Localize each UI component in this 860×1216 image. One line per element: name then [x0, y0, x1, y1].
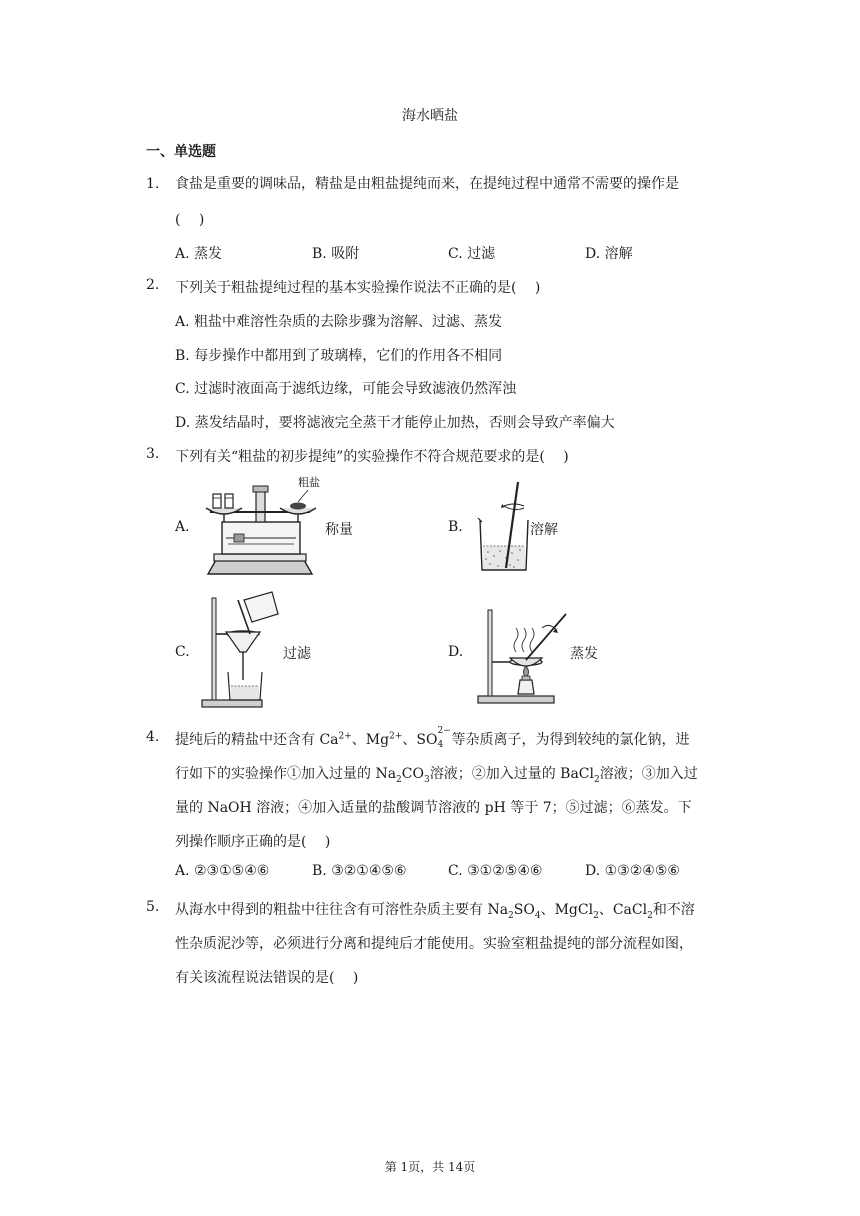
section-heading: 一、单选题 [146, 144, 216, 160]
subscript: 2 [508, 910, 514, 921]
figure-d-letter: D. [448, 644, 464, 660]
question-line-1: 提纯后的精盐中还含有 $Ca^{2+}$、$Mg^{2+}$、SO 2− 4 等杂质离子，为得到较纯的氯化钠，进 [175, 726, 690, 750]
question-line-3: 有关该流程说法错误的是( ) [175, 970, 359, 986]
subscript: 2 [647, 910, 653, 921]
option-a: A. 粗盐中难溶性杂质的去除步骤为溶解、过滤、蒸发 [175, 314, 503, 330]
subscript: 3 [423, 774, 430, 785]
option-a: A. ②③①⑤④⑥ [175, 863, 270, 879]
question-number: 5. [146, 899, 160, 915]
option-b: B. 吸附 [312, 246, 360, 262]
ion-charge: 2+ [338, 731, 352, 742]
text-segment: 和不溶 [652, 902, 695, 918]
subscript: 4 [534, 910, 541, 921]
text-segment: 、Mg [351, 732, 390, 748]
question-line-3: 量的 NaOH 溶液；④加入适量的盐酸调节溶液的 pH 等于 7；⑤过滤；⑥蒸发。下 [175, 800, 692, 816]
figure-a-caption: 称量 [325, 522, 353, 538]
subscript: 2 [396, 774, 402, 785]
option-d: D. 溶解 [585, 246, 633, 262]
question-line-2: 性杂质泥沙等，必须进行分离和提纯后才能使用。实验室粗盐提纯的部分流程如图， [175, 936, 693, 952]
text-segment: 、CaCl [598, 902, 648, 918]
question-line-1 [175, 899, 695, 919]
figure-b-caption: 溶解 [530, 522, 558, 538]
question-line-2 [175, 763, 698, 783]
text-segment: 溶液；②加入过量的 BaCl [429, 766, 594, 782]
option-c: C. 过滤 [448, 246, 496, 262]
figure-c-caption: 过滤 [283, 646, 311, 662]
question-number: 2. [146, 277, 160, 293]
question-number: 1. [146, 176, 160, 192]
option-b: B. ③②①④⑤⑥ [312, 863, 407, 879]
text-segment: 提纯后的精盐中还含有 Ca [175, 732, 339, 748]
page-footer: 第 1页，共 14页 [384, 1160, 476, 1174]
text-segment: 、SO [402, 732, 438, 748]
question-text: 下列有关“粗盐的初步提纯”的实验操作不符合规范要求的是( ) [175, 449, 569, 465]
text-segment: 、MgCl [540, 902, 594, 918]
text-segment: 从海水中得到的粗盐中往往含有可溶性杂质主要有 Na [175, 902, 509, 918]
option-b: B. 每步操作中都用到了玻璃棒，它们的作用各不相同 [175, 348, 503, 364]
salt-label: 粗盐 [298, 476, 320, 489]
text-segment: 行如下的实验操作①加入过量的 Na [175, 766, 397, 782]
option-d: D. ①③②④⑤⑥ [585, 863, 680, 879]
question-number: 3. [146, 446, 160, 462]
question-number: 4. [146, 729, 160, 745]
option-c: C. ③①②⑤④⑥ [448, 863, 543, 879]
figure-c-letter: C. [175, 644, 190, 660]
option-d: D. 蒸发结晶时，要将滤液完全蒸干才能停止加热，否则会导致产率偏大 [175, 415, 615, 431]
document-title: 海水晒盐 [402, 108, 458, 124]
beaker-stirring-icon [474, 480, 534, 575]
subscript: 2 [593, 910, 599, 921]
ion-charge: 2+ [389, 731, 403, 742]
evaporation-apparatus-icon [472, 594, 572, 706]
subscript: 2 [594, 774, 600, 785]
text-segment: SO [513, 902, 535, 918]
question-text: 食盐是重要的调味品，精盐是由粗盐提纯而来，在提纯过程中通常不需要的操作是 [175, 176, 679, 192]
figure-d-caption: 蒸发 [570, 646, 598, 662]
text-segment: CO [401, 766, 424, 782]
figure-a-letter: A. [175, 519, 190, 535]
answer-blank: ( ) [175, 212, 205, 228]
question-text: 下列关于粗盐提纯过程的基本实验操作说法不正确的是( ) [175, 280, 541, 296]
question-line-4: 列操作顺序正确的是( ) [175, 834, 331, 850]
text-segment: 等杂质离子，为得到较纯的氯化钠，进 [451, 732, 690, 748]
filtration-apparatus-icon [198, 588, 284, 710]
text-segment: 溶液；③加入过 [599, 766, 698, 782]
figure-b-letter: B. [448, 519, 463, 535]
option-a: A. 蒸发 [175, 246, 223, 262]
option-c: C. 过滤时液面高于滤纸边缘，可能会导致滤液仍然浑浊 [175, 381, 517, 397]
